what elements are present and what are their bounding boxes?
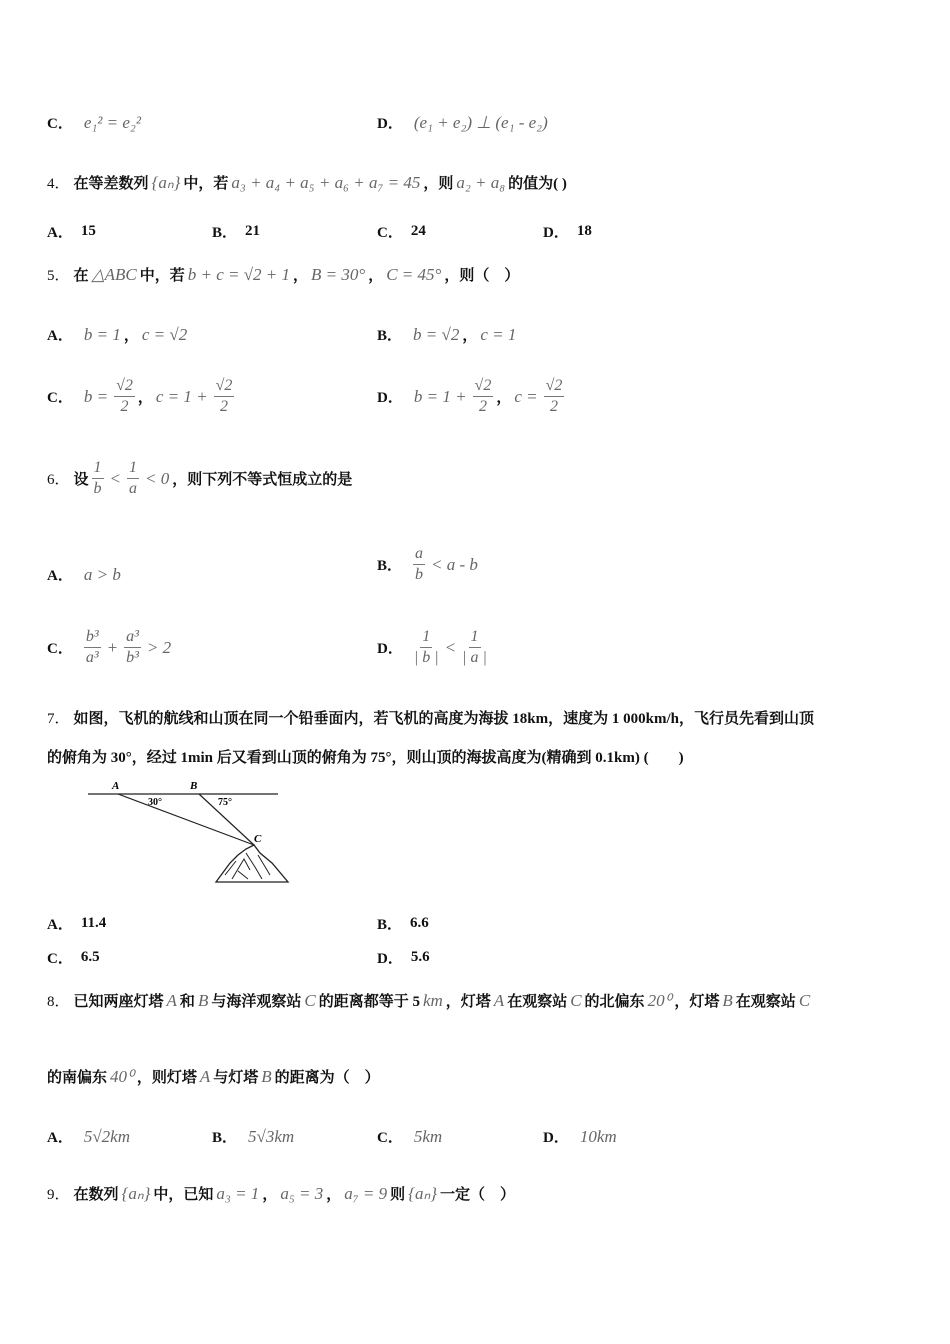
math: C <box>304 990 316 1010</box>
q6-option-c <box>47 627 174 668</box>
math: b = √2 <box>413 324 460 344</box>
math: a₃ + a₄ + a₅ + a₆ + a₇ = 45 <box>231 172 421 192</box>
question-number: 9． <box>47 1187 70 1203</box>
text: 与灯塔 <box>213 1070 259 1086</box>
text: ，灯塔 <box>445 994 491 1010</box>
q7-stem-line2 <box>47 746 684 767</box>
denominator: | a | <box>462 649 487 666</box>
question-number: 8． <box>47 994 70 1010</box>
text: 如图，飞机的航线和山顶在同一个铅垂面内，若飞机的高度为海拔 18km，速度为 1 000km/h，飞行员先看到山顶 <box>73 711 814 727</box>
numerator: √2 <box>114 376 135 397</box>
numerator: a³ <box>124 627 141 648</box>
q8-option-c <box>377 1126 445 1147</box>
numerator: 1 <box>92 458 104 479</box>
option-label: C． <box>47 641 73 657</box>
math: {aₙ} <box>151 172 181 192</box>
text: 的南偏东 <box>47 1070 108 1086</box>
text: ， <box>293 268 309 284</box>
text: 在数列 <box>73 1187 119 1203</box>
q4-option-a <box>47 221 96 242</box>
option-label: D． <box>377 116 403 132</box>
math: C <box>570 990 582 1010</box>
text: 中，已知 <box>153 1187 214 1203</box>
option-label: A． <box>47 1130 73 1146</box>
math: a > b <box>83 564 121 584</box>
point-label-b: B <box>190 780 198 792</box>
fraction <box>84 627 101 668</box>
fraction <box>114 376 135 417</box>
q5-stem <box>47 264 519 285</box>
option-value: 15 <box>80 223 96 239</box>
denominator: b³ <box>126 649 139 666</box>
text: 已知两座灯塔 <box>73 994 164 1010</box>
numerator: √2 <box>544 376 565 397</box>
math: c = √2 <box>141 324 188 344</box>
math: A <box>166 990 177 1010</box>
q7-option-a <box>47 913 106 934</box>
option-label: C． <box>47 116 73 132</box>
q8-stem-line1 <box>47 990 813 1011</box>
math: A <box>199 1066 211 1086</box>
math: B <box>197 990 209 1010</box>
fraction <box>214 376 235 417</box>
option-value: 5√2km <box>83 1126 130 1146</box>
option-label: A． <box>47 225 73 241</box>
q7-stem-line1 <box>47 707 814 728</box>
math: < 0 <box>145 468 170 488</box>
point-label-c: C <box>254 833 262 845</box>
q3-option-c <box>47 112 144 133</box>
q4-stem <box>47 172 567 193</box>
math: C <box>798 990 811 1010</box>
option-value: 11.4 <box>80 915 107 931</box>
q6-option-d <box>377 627 490 668</box>
text: 和 <box>179 994 195 1010</box>
option-label: B． <box>377 917 403 933</box>
question-number: 7． <box>47 711 70 727</box>
text: 在等差数列 <box>73 176 149 192</box>
point-label-a: A <box>112 780 120 792</box>
option-label: D． <box>377 390 403 406</box>
math: B = 30° <box>311 264 366 284</box>
option-value: 5.6 <box>410 949 430 965</box>
q8-stem-line2 <box>47 1066 380 1087</box>
sight-line-a <box>118 794 254 845</box>
option-label: D． <box>377 951 403 967</box>
option-label: B． <box>377 558 403 574</box>
math: < a - b <box>431 554 478 574</box>
angle-label-75: 75° <box>218 797 232 808</box>
numerator: √2 <box>473 376 494 397</box>
option-value: 24 <box>410 223 426 239</box>
numerator: √2 <box>214 376 235 397</box>
question-number: 6． <box>47 472 70 488</box>
math: △ABC <box>91 264 137 284</box>
text: ，则 <box>423 176 454 192</box>
math: a₂ + a₈ <box>456 172 506 192</box>
text: ， <box>262 1187 278 1203</box>
text: ，则（ ） <box>444 268 520 284</box>
text: 中，若 <box>183 176 229 192</box>
option-label: D． <box>543 1130 569 1146</box>
math: a₅ = 3 <box>280 1183 324 1203</box>
denominator: | b | <box>413 649 439 666</box>
math: km <box>422 990 443 1010</box>
math: (e₁ + e₂) ⊥ (e₁ - e₂) <box>413 112 548 132</box>
text: ， <box>462 328 478 344</box>
numerator: a <box>413 544 425 565</box>
math: b = 1 <box>83 324 121 344</box>
numerator: b³ <box>84 627 101 648</box>
numerator: 1 <box>469 627 481 648</box>
numerator: 1 <box>127 458 139 479</box>
math: b = 1 + <box>413 386 467 406</box>
option-label: B． <box>212 1130 238 1146</box>
text: ， <box>496 390 512 406</box>
math: b + c = √2 + 1 <box>187 264 291 284</box>
q7-option-b <box>377 913 429 934</box>
option-label: C． <box>377 1130 403 1146</box>
text: ，则下列不等式恒成立的是 <box>172 472 353 488</box>
text: 设 <box>73 472 89 488</box>
text: 中，若 <box>139 268 185 284</box>
math: c = 1 <box>480 324 517 344</box>
text: 一定（ ） <box>440 1187 516 1203</box>
option-value: 5km <box>413 1126 443 1146</box>
option-label: A． <box>47 568 73 584</box>
text: 的距离都等于 5 <box>318 994 420 1010</box>
q6-stem <box>47 458 352 499</box>
math: 20⁰ <box>647 990 672 1010</box>
fraction <box>127 458 139 499</box>
math: a₇ = 9 <box>344 1183 388 1203</box>
fraction <box>544 376 565 417</box>
math: B <box>261 1066 272 1086</box>
option-label: A． <box>47 328 73 344</box>
text: 的距离为（ ） <box>274 1070 380 1086</box>
math: {aₙ} <box>121 1183 151 1203</box>
numerator: 1 <box>420 627 432 648</box>
mountain-icon <box>216 845 288 882</box>
question-number: 4． <box>47 176 70 192</box>
math: {aₙ} <box>408 1183 438 1203</box>
q3-option-d <box>377 112 551 133</box>
q5-option-a <box>47 324 190 345</box>
denominator: b <box>93 480 102 497</box>
q6-option-b <box>377 544 481 585</box>
text: 的北偏东 <box>584 994 645 1010</box>
option-value: 21 <box>245 223 261 239</box>
text: 在观察站 <box>507 994 568 1010</box>
math: A <box>493 990 505 1010</box>
option-value: 6.6 <box>410 915 429 931</box>
q6-option-a <box>47 564 124 585</box>
option-label: C． <box>47 390 73 406</box>
math: B <box>722 990 733 1010</box>
denominator: 2 <box>120 398 129 415</box>
text: ，灯塔 <box>674 994 720 1010</box>
text: ， <box>326 1187 342 1203</box>
math: c = 1 + <box>155 386 208 406</box>
fraction <box>92 458 104 499</box>
math: e₁² = e₂² <box>83 112 141 132</box>
math: C = 45° <box>386 264 442 284</box>
denominator: b <box>415 566 424 583</box>
option-value: 6.5 <box>80 949 100 965</box>
text: 在观察站 <box>735 994 796 1010</box>
fraction <box>473 376 494 417</box>
fraction <box>414 627 439 668</box>
option-label: C． <box>377 225 403 241</box>
option-label: B． <box>377 328 403 344</box>
q7-option-c <box>47 947 100 968</box>
text: ， <box>137 390 153 406</box>
q5-option-c <box>47 376 237 417</box>
math: c = <box>514 386 538 406</box>
math: 40⁰ <box>110 1066 134 1086</box>
fraction <box>462 627 487 668</box>
option-value: 10km <box>579 1126 617 1146</box>
option-label: A． <box>47 917 73 933</box>
text: 则 <box>390 1187 406 1203</box>
fraction <box>413 544 425 585</box>
q8-option-b <box>212 1126 297 1147</box>
option-label: B． <box>212 225 238 241</box>
math: > 2 <box>146 637 172 657</box>
text: ，则灯塔 <box>136 1070 197 1086</box>
fraction <box>124 627 141 668</box>
text: ， <box>368 268 384 284</box>
denominator: a³ <box>85 649 99 666</box>
q8-option-d <box>543 1126 620 1147</box>
text: ， <box>123 328 139 344</box>
question-number: 5． <box>47 268 70 284</box>
q4-option-d <box>543 221 592 242</box>
q5-option-b <box>377 324 519 345</box>
denominator: 2 <box>478 398 487 415</box>
q8-option-a <box>47 1126 133 1147</box>
text: 的俯角为 30°，经过 1min 后又看到山顶的俯角为 75°，则山顶的海拔高度为(精确到 0.1km) ( ) <box>47 750 684 766</box>
option-value: 5√3km <box>248 1126 295 1146</box>
text: 在 <box>73 268 89 284</box>
q5-option-d <box>377 376 567 417</box>
option-label: C． <box>47 951 73 967</box>
math: < <box>109 468 122 488</box>
q7-figure <box>80 775 300 890</box>
math: b = <box>83 386 109 406</box>
option-label: D． <box>543 225 569 241</box>
option-label: D． <box>377 641 403 657</box>
q9-stem <box>47 1183 515 1204</box>
q4-option-c <box>377 221 426 242</box>
denominator: 2 <box>220 398 229 415</box>
q4-option-b <box>212 221 260 242</box>
math: < <box>444 637 457 657</box>
denominator: a <box>129 480 138 497</box>
text: 与海洋观察站 <box>211 994 302 1010</box>
option-value: 18 <box>576 223 592 239</box>
math: a₃ = 1 <box>216 1183 260 1203</box>
text: 的值为( ) <box>508 176 567 192</box>
denominator: 2 <box>550 398 559 415</box>
angle-label-30: 30° <box>148 797 162 808</box>
q7-option-d <box>377 947 430 968</box>
math: + <box>106 637 119 657</box>
